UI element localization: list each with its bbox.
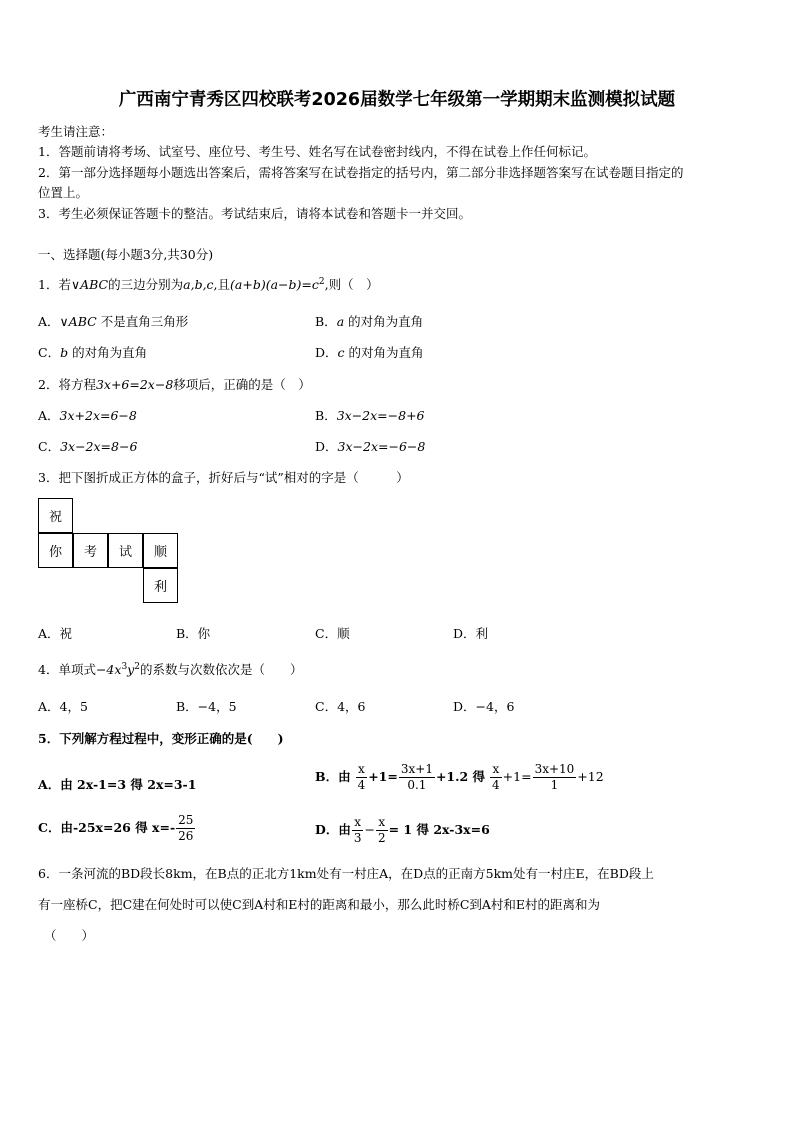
q2-option-d: D．3x−2x=−6−8 — [315, 439, 426, 454]
q5-option-b: B．由 $\frac{x}{4}$ +1= $\frac{3x+1}{0.1}$ +1.2 得 $\frac{x}{4}$ +1= $\frac{3x+10}{1}$ +12 — [315, 762, 604, 792]
q1-exponent: 2 — [318, 276, 325, 287]
question-1-stem — [38, 275, 379, 293]
net-cell-zhu: 祝 — [38, 498, 73, 533]
q3-option-c: C．顺 — [315, 626, 350, 641]
q1-text-c: 的三边分别为 — [108, 277, 184, 292]
net-cell-ni: 你 — [38, 533, 73, 568]
q4-option-b: B．−4，5 — [176, 699, 237, 714]
notice-item-3: 3．考生必须保证答题卡的整洁。考试结束后，请将本试卷和答题卡一并交回。 — [38, 206, 471, 221]
question-6-line-2: 有一座桥C，把C建在何处时可以使C到A村和E村的距离和最小，那么此时桥C到A村和E村的距离和为 — [38, 897, 601, 912]
q1-option-d: D．c 的对角为直角 — [315, 345, 424, 360]
q4-option-d: D．−4，6 — [453, 699, 515, 714]
net-cell-kao: 考 — [73, 533, 108, 568]
q1-sides: a,b,c — [183, 277, 214, 292]
q3-option-d: D．利 — [453, 626, 489, 641]
question-4-stem: 4．单项式$-4x^3y^2$的系数与次数依次是（ ） — [38, 661, 303, 677]
net-cell-shi: 试 — [108, 533, 143, 568]
q1-text-a: 1．若 — [38, 277, 71, 292]
q1-option-c: C．b 的对角为直角 — [38, 345, 148, 360]
notice-heading: 考生请注意： — [38, 124, 114, 139]
section-heading: 一、选择题(每小题3分,共30分) — [38, 247, 214, 262]
q4-option-a: A．4，5 — [38, 699, 88, 714]
q1-text-e: ,且 — [213, 277, 231, 292]
question-2-stem: 2．将方程3x+6=2x−8移项后，正确的是（ ） — [38, 377, 311, 392]
question-6-line-1: 6．一条河流的BD段长8km，在B点的正北方1km处有一村庄A，在D点的正南方5km处有一村庄E，在BD段上 — [38, 866, 654, 881]
q2-option-a: A．3x+2x=6−8 — [38, 408, 137, 423]
q3-option-a: A．祝 — [38, 626, 73, 641]
q5-option-c: C．由-25x=26 得 x=- $\frac{25}{26}$ — [38, 813, 194, 843]
q3-option-b: B．你 — [176, 626, 211, 641]
q4-option-c: C．4，6 — [315, 699, 366, 714]
net-cell-shun: 顺 — [143, 533, 178, 568]
q5-option-d: D．由 $\frac{x}{3}$ − $\frac{x}{2}$ = 1 得 2x-3x=6 — [315, 815, 490, 845]
q2-option-b: B．3x−2x=−8+6 — [315, 408, 425, 423]
q1-option-b: B．a 的对角为直角 — [315, 314, 424, 329]
notice-item-1: 1．答题前请将考场、试室号、座位号、考生号、姓名写在试卷密封线内，不得在试卷上作任何标记。 — [38, 144, 596, 159]
cube-net — [38, 498, 208, 603]
q1-option-a: A．∨ABC 不是直角三角形 — [38, 314, 189, 329]
q5-option-a: A．由 2x-1=3 得 2x=3-1 — [38, 777, 197, 792]
net-cell-li: 利 — [143, 568, 178, 603]
question-3-stem: 3．把下图折成正方体的盒子，折好后与“试”相对的字是（ ） — [38, 470, 409, 485]
page-title: 广西南宁青秀区四校联考2026届数学七年级第一学期期末监测模拟试题 — [118, 90, 676, 110]
q1-equation: (a+b)(a−b)=c — [230, 277, 319, 292]
q1-text-h: ,则（ ） — [324, 277, 379, 292]
question-6-line-3: （ ） — [44, 928, 95, 943]
notice-item-2-cont: 位置上。 — [38, 185, 89, 200]
notice-item-2: 2．第一部分选择题每小题选出答案后，需将答案写在试卷指定的括号内，第二部分非选择题答案写在试卷题目指定的 — [38, 165, 684, 180]
q2-option-c: C．3x−2x=8−6 — [38, 439, 138, 454]
question-5-stem: 5．下列解方程过程中，变形正确的是( ) — [38, 731, 284, 746]
q1-triangle: ∨ABC — [70, 277, 109, 292]
